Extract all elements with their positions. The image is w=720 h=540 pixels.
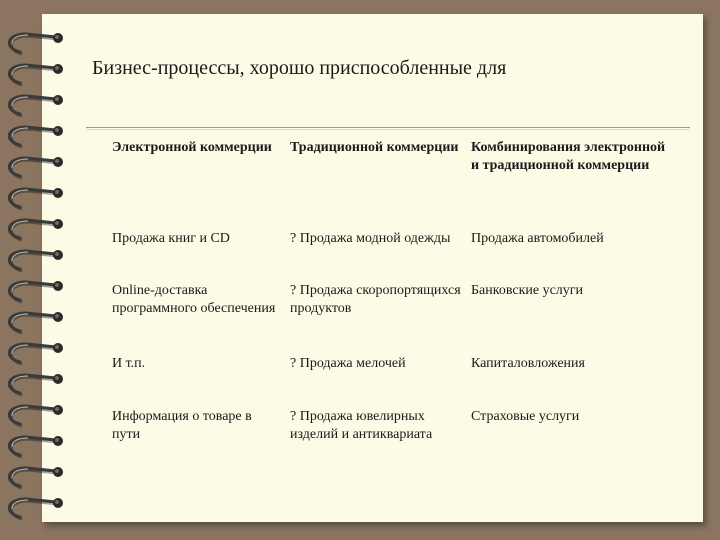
- spiral-ring: [9, 312, 63, 333]
- title-divider: [86, 127, 690, 128]
- spiral-ring: [9, 250, 63, 271]
- table-cell: Online-доставка программного обеспечения: [112, 283, 276, 316]
- spiral-ring: [9, 95, 63, 116]
- notebook-page: [42, 14, 703, 522]
- spiral-ring: [9, 157, 63, 178]
- header-combined: Комбинирования электронной и традиционной коммерции: [471, 140, 666, 173]
- spiral-ring: [9, 343, 63, 364]
- spiral-binding-icon: [0, 0, 75, 540]
- spiral-ring: [9, 126, 63, 147]
- spiral-ring: [9, 436, 63, 457]
- spiral-ring: [9, 374, 63, 395]
- header-ecommerce: Электронной коммерции: [112, 140, 272, 155]
- spiral-ring: [9, 405, 63, 426]
- page-title: Бизнес-процессы, хорошо приспособленные для: [92, 57, 507, 79]
- table-cell: Капиталовложения: [471, 356, 585, 371]
- header-traditional: Традиционной коммерции: [290, 140, 459, 155]
- spiral-ring: [9, 498, 63, 519]
- spiral-ring: [9, 219, 63, 240]
- spiral-ring: [9, 33, 63, 54]
- title-divider-shadow: [86, 129, 690, 130]
- table-cell: Продажа автомобилей: [471, 231, 604, 246]
- table-cell: Страховые услуги: [471, 409, 580, 424]
- table-cell: ? Продажа ювелирных изделий и антиквариата: [290, 409, 433, 442]
- table-cell: ? Продажа модной одежды: [290, 231, 451, 246]
- table-cell: Продажа книг и CD: [112, 231, 230, 246]
- spiral-ring: [9, 467, 63, 488]
- table-cell: ? Продажа мелочей: [290, 356, 406, 371]
- table-cell: И т.п.: [112, 356, 146, 371]
- table-cell: Информация о товаре в пути: [112, 409, 252, 442]
- table-cell: Банковские услуги: [471, 283, 584, 298]
- table-cell: ? Продажа скоропортящихся продуктов: [290, 283, 461, 316]
- spiral-ring: [9, 188, 63, 209]
- spiral-ring: [9, 281, 63, 302]
- spiral-ring: [9, 64, 63, 85]
